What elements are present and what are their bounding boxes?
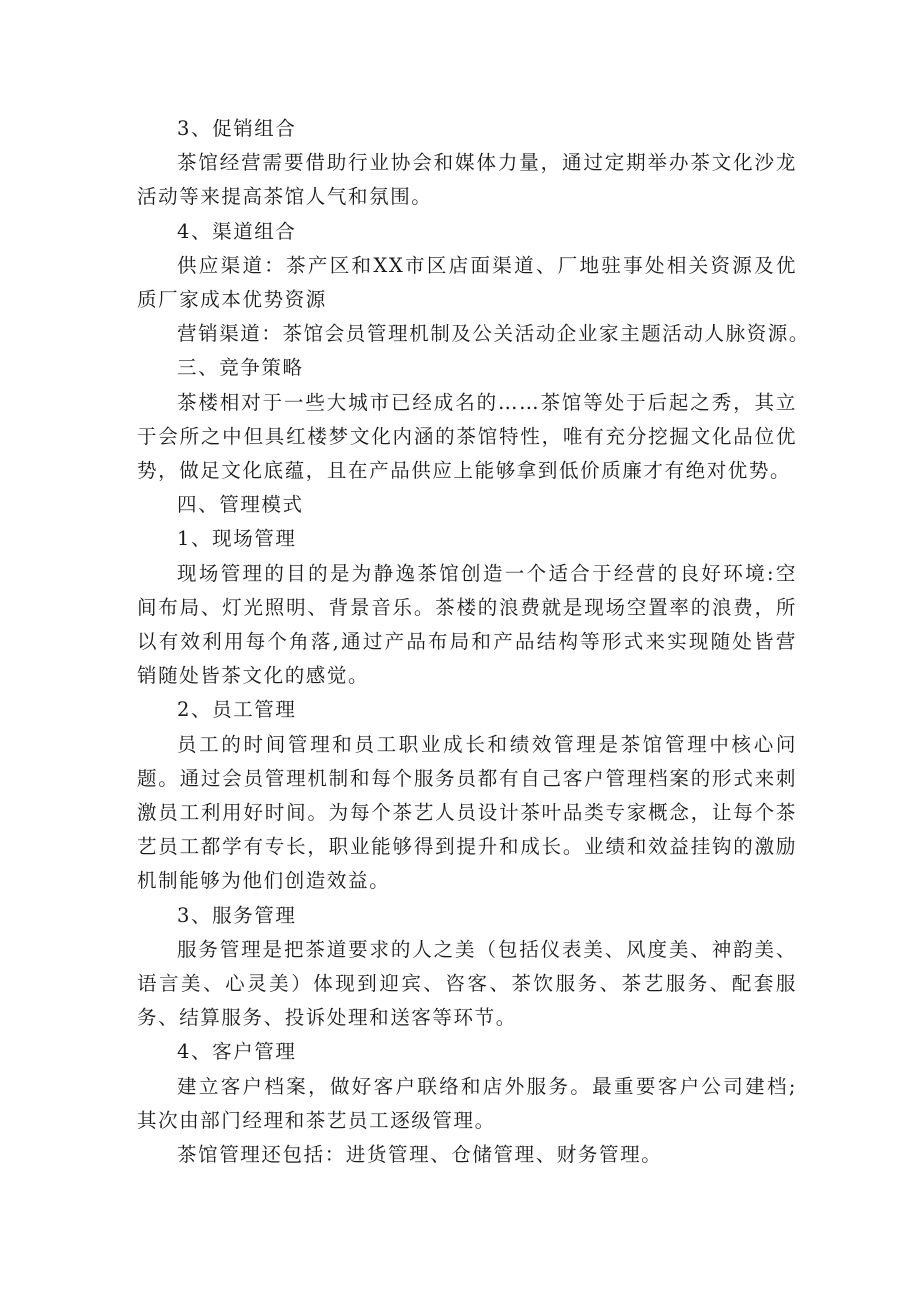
paragraph-other-management: 茶馆管理还包括：进货管理、仓储管理、财务管理。 — [177, 1143, 663, 1167]
heading-onsite-management: 1、现场管理 — [177, 527, 297, 551]
paragraph-promotion: 茶馆经营需要借助行业协会和媒体力量，通过定期举办茶文化沙龙活动等来提高茶馆人气和氛围。 — [137, 151, 797, 209]
heading-management-mode: 四、管理模式 — [177, 493, 304, 517]
heading-customer-management: 4、客户管理 — [177, 1040, 297, 1064]
paragraph-competition: 茶楼相对于一些大城市已经成名的……茶馆等处于后起之秀，其立于会所之中但具红楼梦文化内涵的茶馆特性，唯有充分挖掘文化品位优势，做足文化底蕴，且在产品供应上能够拿到低价质廉才有绝对优势。 — [137, 390, 797, 483]
heading-promotion-mix: 3、促销组合 — [177, 117, 297, 140]
heading-service-management: 3、服务管理 — [177, 903, 297, 927]
heading-channel-mix: 4、渠道组合 — [177, 219, 297, 243]
document-body — [137, 112, 811, 1172]
paragraph-customer-management: 建立客户档案，做好客户联络和店外服务。最重要客户公司建档;其次由部门经理和茶艺员工逐级管理。 — [137, 1074, 797, 1132]
paragraph-marketing-channel: 营销渠道：茶馆会员管理机制及公关活动企业家主题活动人脉资源。 — [177, 322, 811, 346]
paragraph-staff-management: 员工的时间管理和员工职业成长和绩效管理是茶馆管理中核心问题。通过会员管理机制和每个服务员都有自己客户管理档案的形式来刺激员工利用好时间。为每个茶艺人员设计茶叶品类专家概念，让每个茶艺员工都学有专长，职业能够得到提升和成长。业绩和效益挂钩的激励机制能够为他们创造效益。 — [137, 732, 797, 893]
paragraph-service-management: 服务管理是把茶道要求的人之美（包括仪表美、风度美、神韵美、语言美、心灵美）体现到迎宾、咨客、茶饮服务、茶艺服务、配套服务、结算服务、投诉处理和送客等环节。 — [137, 937, 797, 1030]
heading-staff-management: 2、员工管理 — [177, 698, 297, 722]
heading-competition-strategy: 三、竞争策略 — [177, 356, 304, 380]
paragraph-onsite-management: 现场管理的目的是为静逸茶馆创造一个适合于经营的良好环境:空间布局、灯光照明、背景音乐。茶楼的浪费就是现场空置率的浪费，所以有效利用每个角落,通过产品布局和产品结构等形式来实现随处皆营销随处皆茶文化的感觉。 — [137, 561, 797, 688]
paragraph-supply-channel: 供应渠道：茶产区和XX市区店面渠道、厂地驻事处相关资源及优质厂家成本优势资源 — [137, 253, 797, 312]
